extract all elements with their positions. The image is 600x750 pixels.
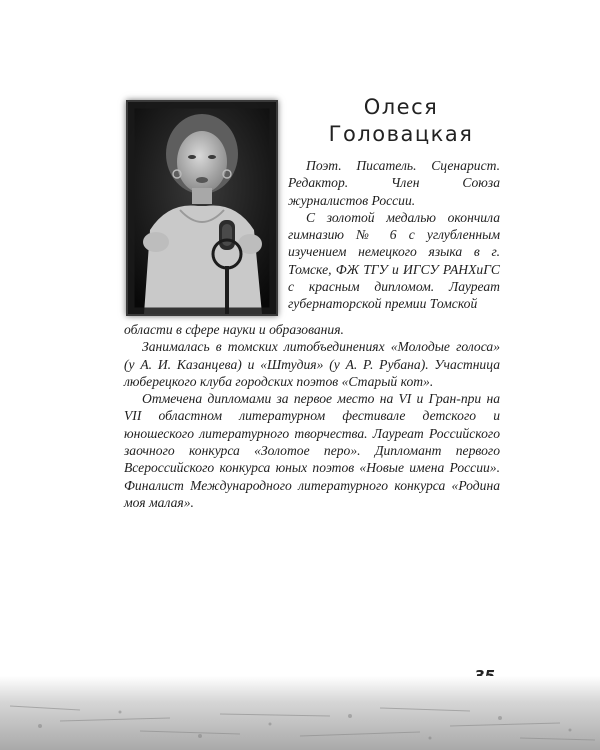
author-name	[296, 94, 506, 148]
bio-side-column	[288, 157, 500, 313]
bio-paragraph-awards: Отмечена дипломами за первое место на VI и Гран-при на VII областном литературном фестивале детского и юношеского литературного творчества. Лауреат Российского заочного конкурса «Золотое перо». Дипломант первого Всероссийского конкурса юных поэтов «Новые имена России». Финалист Международного литературного конкурса «Родина моя малая».	[124, 391, 500, 510]
decorative-grunge-band	[0, 676, 600, 750]
bio-full-column	[124, 321, 500, 511]
author-last-name: Головацкая	[328, 122, 474, 146]
portrait-image	[128, 102, 276, 314]
bio-paragraph-continuation: области в сфере науки и образования.	[124, 322, 344, 337]
bio-paragraph-roles: Поэт. Писатель. Сценарист. Редактор. Член Союза журналистов России.	[288, 158, 500, 208]
bio-paragraph-education: С золотой медалью окончила гимназию № 6 с углубленным изучением немецкого языка в г. Томске, ФЖ ТГУ и ИГСУ РАНХиГС с красным дипломом. Лауреат губернаторской премии Томской	[288, 209, 500, 312]
bio-paragraph-litgroups: Занималась в томских литобъединениях «Молодые голоса» (у А. И. Казанцева) и «Штудия» (у А. Р. Рубана). Участница люберецкого клуба городских поэтов «Старый кот».	[124, 339, 500, 389]
author-first-name: Олеся	[363, 95, 439, 119]
author-portrait	[128, 102, 276, 314]
